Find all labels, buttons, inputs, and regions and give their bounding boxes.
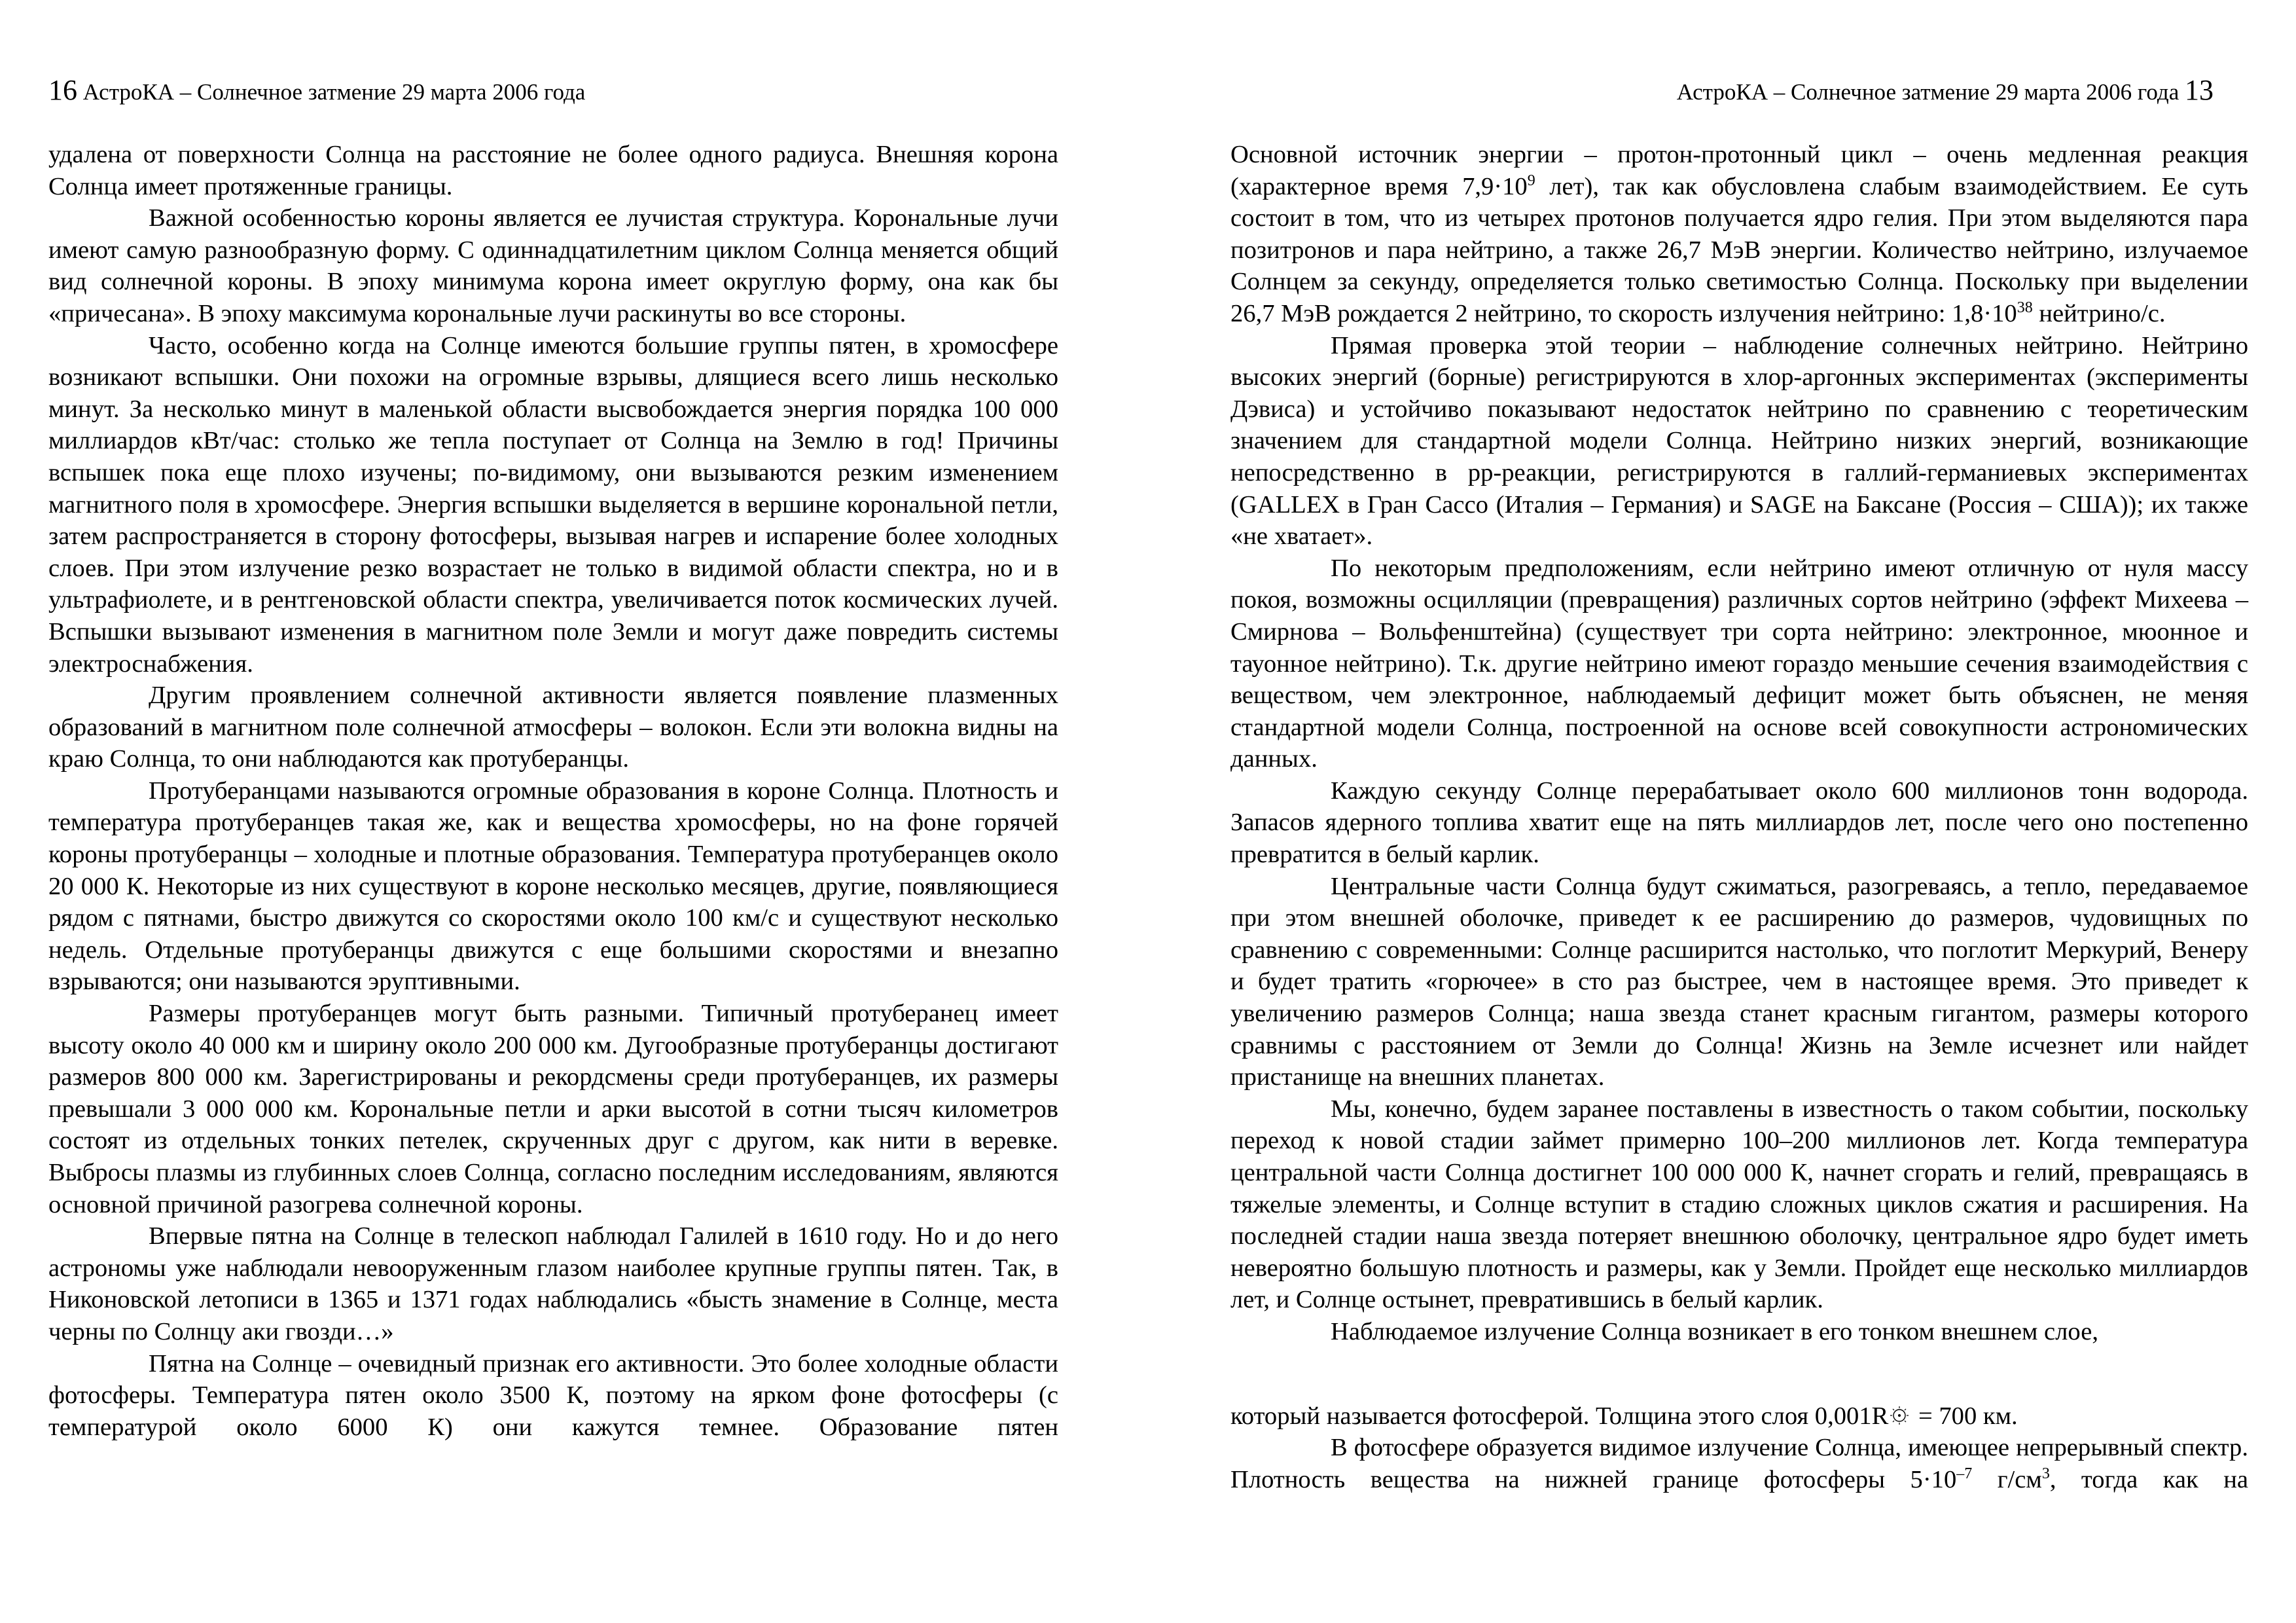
right-text-column — [1230, 139, 2248, 1495]
energy-text-a: Основной источник энергии – протон-протонный цикл – очень медленная реакция (характерное время 7,9·10 — [1230, 141, 2248, 200]
left-paragraph-8: Пятна на Солнце – очевидный признак его активности. Это более холодные области фотосферы. Температура пятен около 3500 К, поэтому на ярком фоне фотосферы (с температурой около 6000 К) они кажутся темнее. Образование пятен — [48, 1349, 1058, 1441]
right-page — [1148, 0, 2296, 1623]
right-paragraph-8 — [1230, 1432, 2248, 1495]
density-text-c: , тогда как на — [2049, 1465, 2248, 1493]
right-running-title: АстроКА – Солнечное затмение 29 марта 2006 года — [1676, 79, 2179, 105]
density-text-b: г/см — [1972, 1465, 2042, 1493]
right-paragraph-4: Каждую секунду Солнце перерабатывает около 600 миллионов тонн водорода. Запасов ядерного топлива хватит еще на пять миллиардов лет, после чего оно постепенно превратится в белый карлик. — [1230, 776, 2248, 869]
energy-exponent-2: 38 — [2017, 299, 2033, 317]
left-paragraph-1: удалена от поверхности Солнца на расстояние не более одного радиуса. Внешняя корона Солнца имеет протяженные границы. — [48, 141, 1058, 200]
left-paragraph-7: Впервые пятна на Солнце в телескоп наблюдал Галилей в 1610 году. Но и до него астрономы уже наблюдали невооруженным глазом наиболее крупные группы пятен. Так, в Никоновской летописи в 1365 и 1371 годах наблюдались «бысть знамение в Солнце, места черны по Солнцу аки гвозди…» — [48, 1222, 1058, 1345]
right-running-head — [1676, 74, 2214, 106]
photosphere-line — [1230, 1400, 2248, 1432]
left-page-number: 16 — [48, 74, 77, 106]
right-paragraph-5: Центральные части Солнца будут сжиматься, разогреваясь, а тепло, передаваемое при этом внешней оболочке, приведет к ее расширению до размеров, чудовищных по сравнению с современными: Солнце расширится настолько, что поглотит Меркурий, Венеру и будет тратить «горючее» в сто раз быстрее, чем в настоящее время. Это приведет к увеличению размеров Солнца; наша звезда станет красным гигантом, размеры которого сравнимы с расстоянием от Земли до Солнца! Жизнь на Земле исчезнет или найдет пристанище на внешних планетах. — [1230, 872, 2248, 1091]
density-text-a: В фотосфере образуется видимое излучение Солнца, имеющее непрерывный спектр. Плотность вещества на нижней границе фотосферы 5·10 — [1230, 1434, 2248, 1493]
energy-exponent-1: 9 — [1527, 172, 1535, 189]
right-paragraph-7: Наблюдаемое излучение Солнца возникает в его тонком внешнем слое, — [1331, 1317, 2098, 1345]
left-paragraph-5: Протуберанцами называются огромные образования в короне Солнца. Плотность и температура протуберанцев такая же, как и вещества хромосферы, но на фоне горячей короны протуберанцы – холодные и плотные образования. Температура протуберанцев около 20 000 К. Некоторые из них существуют в короне несколько месяцев, другие, появляющиеся рядом с пятнами, быстро движутся со скоростями около 100 км/с и существуют несколько недель. Отдельные протуберанцы движутся с еще большими скоростями и внезапно взрываются; они называются эруптивными. — [48, 776, 1058, 996]
sun-symbol-icon — [1890, 1402, 1909, 1421]
left-running-head — [48, 74, 586, 106]
left-running-title: АстроКА – Солнечное затмение 29 марта 2006 года — [82, 79, 586, 105]
energy-text-b: лет), так как обусловлена слабым взаимодействием. Ее суть состоит в том, что из четырех протонов получается ядро гелия. При этом выделяются пара позитронов и пара нейтрино, а также 26,7 МэВ энергии. Количество нейтрино, излучаемое Солнцем за секунду, определяется только светимостью Солнца. Поскольку при выделении 26,7 МэВ рождается 2 нейтрино, то скорость излучения нейтрино: 1,8·10 — [1230, 172, 2248, 327]
density-unit-exponent: 3 — [2041, 1465, 2050, 1482]
formula-spacer — [1230, 1348, 2248, 1400]
density-exponent: –7 — [1956, 1465, 1973, 1482]
right-paragraph-6: Мы, конечно, будем заранее поставлены в известность о таком событии, поскольку переход к новой стадии займет примерно 100–200 миллионов лет. Когда температура центральной части Солнца достигнет 100 000 000 К, начнет сгорать и гелий, превращаясь в тяжелые элементы, и Солнце вступит в стадию сложных циклов сжатия и расширения. На последней стадии наша звезда потеряет внешнюю оболочку, центральное ядро будет иметь невероятно большую плотность и размеры, как у Земли. Пройдет еще несколько миллиардов лет, и Солнце остынет, превратившись в белый карлик. — [1230, 1095, 2248, 1314]
left-text-column — [48, 139, 1058, 1443]
left-paragraph-6: Размеры протуберанцев могут быть разными. Типичный протуберанец имеет высоту около 40 000 км и ширину около 200 000 км. Дугообразные протуберанцы достигают размеров 800 000 км. Зарегистрированы и рекордсмены среди протуберанцев, их размеры превышали 3 000 000 км. Корональные петли и арки высотой в сотни тысяч километров состоят из отдельных тонких петелек, скрученных друг с другом, как нити в веревке. Выбросы плазмы из глубинных слоев Солнца, согласно последним исследованиям, являются основной причиной разогрева солнечной короны. — [48, 1000, 1058, 1218]
photosphere-text-before: который называется фотосферой. Толщина этого слоя 0,001R — [1230, 1402, 1889, 1430]
photosphere-text-after: = 700 км. — [1912, 1402, 2018, 1430]
left-paragraph-3: Часто, особенно когда на Солнце имеются большие группы пятен, в хромосфере возникают вспышки. Они похожи на огромные взрывы, длящиеся всего лишь несколько минут. За несколько минут в маленькой области высвобождается энергия порядка 100 000 миллиардов кВт/час: столько же тепла поступает от Солнца на Землю в год! Причины вспышек пока еще плохо изучены; по-видимому, они вызываются резким изменением магнитного поля в хромосфере. Энергия вспышки выделяется в вершине корональной петли, затем распространяется в сторону фотосферы, вызывая нагрев и испарение более холодных слоев. При этом излучение резко возрастает не только в видимой области спектра, но и в ультрафиолете, и в рентгеновской области спектра, увеличивается поток космических лучей. Вспышки вызывают изменения в магнитном поле Земли и могут даже повредить системы электроснабжения. — [48, 331, 1058, 678]
right-paragraph-2: Прямая проверка этой теории – наблюдение солнечных нейтрино. Нейтрино высоких энергий (борные) регистрируются в хлор-аргонных экспериментах (эксперименты Дэвиса) и устойчиво показывают недостаток нейтрино по сравнению с теоретическим значением для стандартной модели Солнца. Нейтрино низких энергий, возникающие непосредственно в pp-реакции, регистрируются в галлий-германиевых экспериментах (GALLEX в Гран Сассо (Италия – Германия) и SAGE на Баксане (Россия – США)); их также «не хватает». — [1230, 331, 2248, 551]
left-paragraph-4: Другим проявлением солнечной активности является появление плазменных образований в магнитном поле солнечной атмосферы – волокон. Если эти волокна видны на краю Солнца, то они наблюдаются как протуберанцы. — [48, 682, 1058, 773]
right-paragraph-3: По некоторым предположениям, если нейтрино имеют отличную от нуля массу покоя, возможны осцилляции (превращения) различных сортов нейтрино (эффект Михеева – Смирнова – Вольфенштейна) (существует три сорта нейтрино: электронное, мюонное и тауонное нейтрино). Т.к. другие нейтрино имеют гораздо меньшие сечения взаимодействия с веществом, чем электронное, наблюдаемый дефицит может быть объяснен, не меняя стандартной модели Солнца, построенной на основе всей совокупности астрономических данных. — [1230, 554, 2248, 773]
right-paragraph-1 — [1230, 139, 2248, 330]
right-page-number: 13 — [2185, 74, 2214, 106]
energy-text-c: нейтрино/с. — [2032, 299, 2166, 327]
left-paragraph-2: Важной особенностью короны является ее лучистая структура. Корональные лучи имеют самую разнообразную форму. С одиннадцатилетним циклом Солнца меняется общий вид солнечной короны. В эпоху минимума корона имеет округлую форму, она как бы «причесана». В эпоху максимума корональные лучи раскинуты во все стороны. — [48, 204, 1058, 327]
